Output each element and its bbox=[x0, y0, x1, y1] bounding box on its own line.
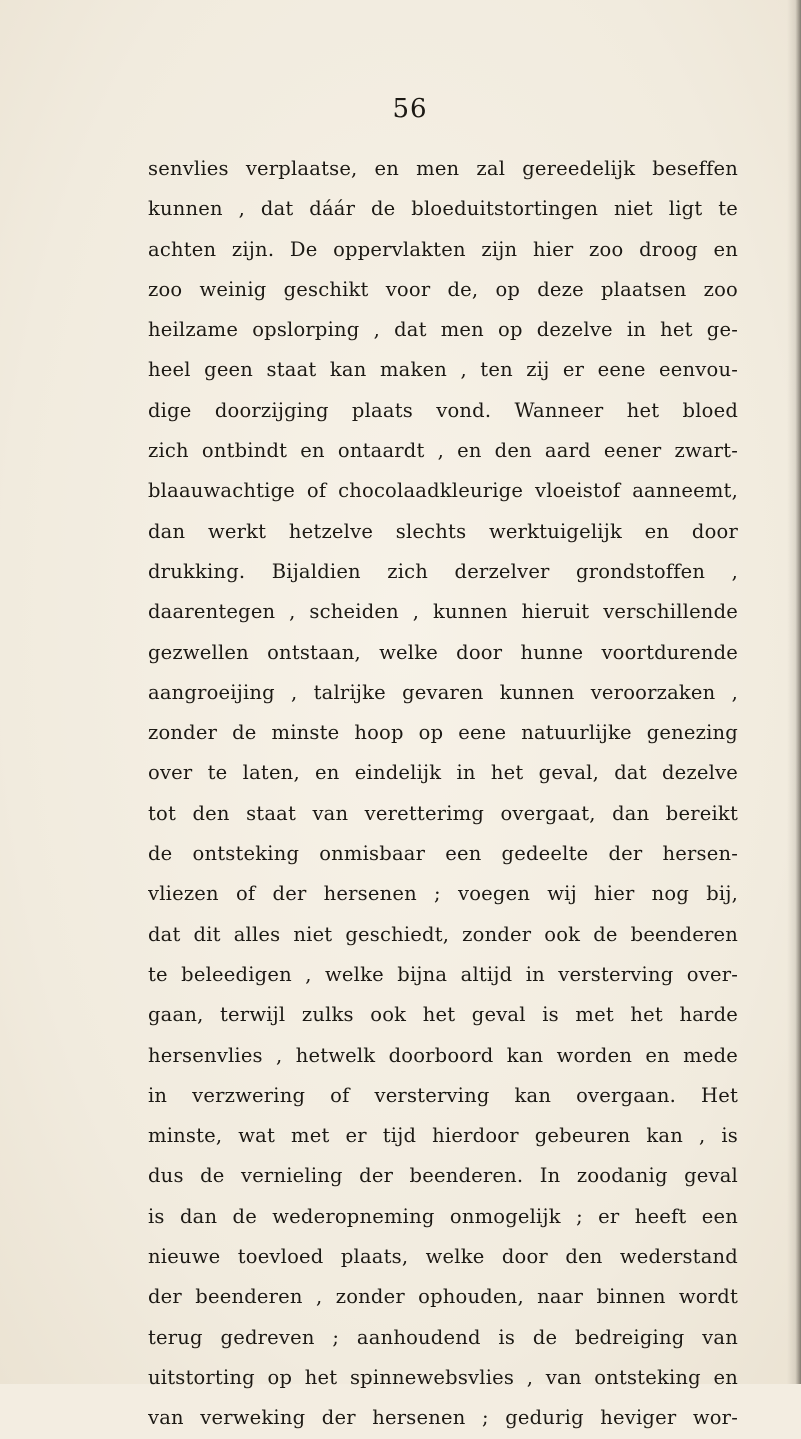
text-line: heilzame opslorping , dat men op dezelve in het ge- bbox=[148, 318, 738, 342]
text-line: drukking. Bijaldien zich derzelver grondstoffen , bbox=[148, 559, 738, 583]
text-line: gezwellen ontstaan, welke door hunne voortdurende bbox=[148, 640, 738, 664]
text-line: aangroeijing , talrijke gevaren kunnen veroorzaken , bbox=[148, 680, 738, 704]
text-line: zonder de minste hoop op eene natuurlijke genezing bbox=[148, 721, 738, 745]
text-line: dan werkt hetzelve slechts werktuigelijk en door bbox=[148, 519, 738, 543]
text-line: tot den staat van veretterimg overgaat, dan bereikt bbox=[148, 801, 738, 825]
text-line: hersenvlies , hetwelk doorboord kan worden en mede bbox=[148, 1043, 738, 1067]
text-line: zich ontbindt en ontaardt , en den aard eener zwart- bbox=[148, 439, 738, 463]
text-line: blaauwachtige of chocolaadkleurige vloeistof aanneemt, bbox=[148, 479, 738, 503]
text-line: dus de vernieling der beenderen. In zoodanig geval bbox=[148, 1164, 738, 1188]
text-line: is dan de wederopneming onmogelijk ; er heeft een bbox=[148, 1204, 738, 1228]
text-line: senvlies verplaatse, en men zal gereedelijk beseffen bbox=[148, 157, 738, 180]
page-number: 56 bbox=[392, 94, 428, 124]
body-text bbox=[148, 149, 738, 1439]
text-line: terug gedreven ; aanhoudend is de bedreiging van bbox=[148, 1325, 738, 1349]
text-line: in verzwering of versterving kan overgaan. Het bbox=[148, 1083, 738, 1107]
text-line: te beleedigen , welke bijna altijd in versterving over- bbox=[148, 962, 738, 986]
text-line: over te laten, en eindelijk in het geval, dat dezelve bbox=[148, 761, 738, 785]
text-line: de ontsteking onmisbaar een gedeelte der hersen- bbox=[148, 842, 738, 866]
text-line: gaan, terwijl zulks ook het geval is met het harde bbox=[148, 1003, 738, 1027]
text-line: nieuwe toevloed plaats, welke door den wederstand bbox=[148, 1245, 738, 1269]
text-line: der beenderen , zonder ophouden, naar binnen wordt bbox=[148, 1285, 738, 1309]
text-line: zoo weinig geschikt voor de, op deze plaatsen zoo bbox=[148, 277, 738, 301]
text-line: uitstorting op het spinnewebsvlies , van ontsteking en bbox=[148, 1365, 738, 1389]
text-line: van verweking der hersenen ; gedurig heviger wor- bbox=[148, 1406, 738, 1430]
text-line: vliezen of der hersenen ; voegen wij hier nog bij, bbox=[148, 882, 738, 906]
page-edge-shadow bbox=[787, 0, 801, 1384]
text-line: heel geen staat kan maken , ten zij er eene eenvou- bbox=[148, 358, 738, 382]
text-line: minste, wat met er tijd hierdoor gebeuren kan , is bbox=[148, 1124, 738, 1148]
text-line: daarentegen , scheiden , kunnen hieruit verschillende bbox=[148, 600, 738, 624]
text-line: dat dit alles niet geschiedt, zonder ook de beenderen bbox=[148, 922, 738, 946]
text-line: dige doorzijging plaats vond. Wanneer het bloed bbox=[148, 398, 738, 422]
text-line: kunnen , dat dáár de bloeduitstortingen niet ligt te bbox=[148, 197, 738, 221]
text-line: achten zijn. De oppervlakten zijn hier zoo droog en bbox=[148, 237, 738, 261]
